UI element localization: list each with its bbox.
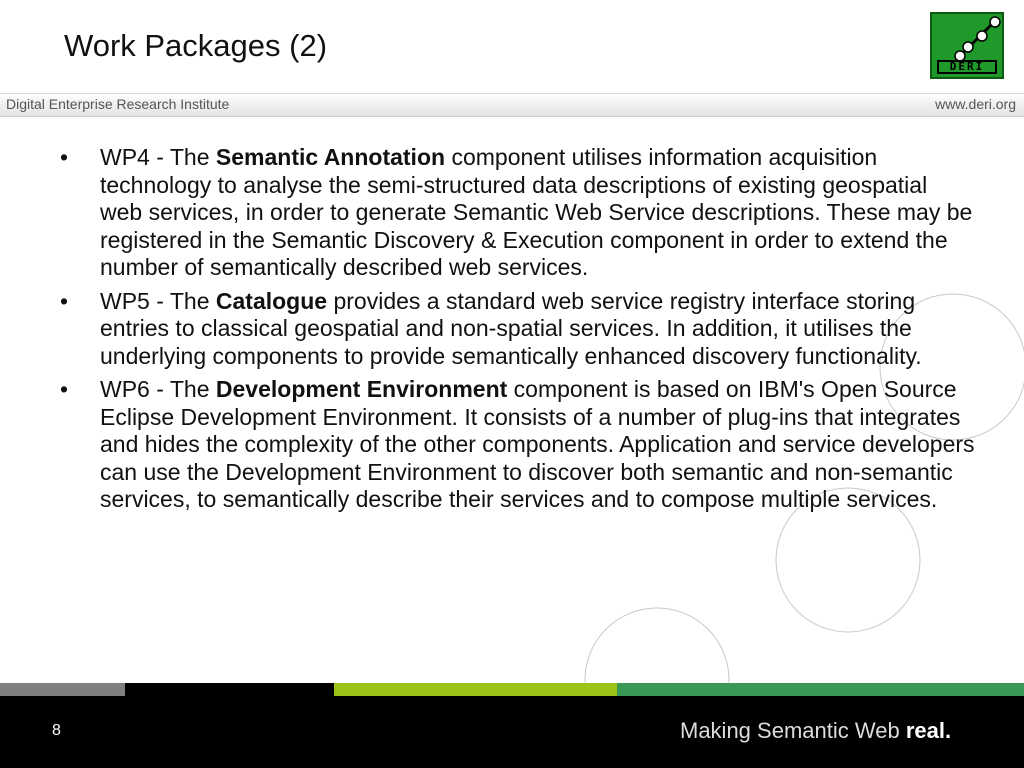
bullet-icon: • — [60, 144, 69, 170]
institute-url: www.deri.org — [935, 96, 1016, 112]
bullet-bold-term: Development Environment — [215, 376, 508, 402]
deri-logo — [930, 12, 1004, 79]
bullet-item-wp5 — [60, 288, 975, 371]
deri-logo-text: DERI — [937, 60, 997, 74]
tagline-bold: real. — [905, 718, 952, 743]
footer-stripe-lime — [334, 683, 617, 696]
bullet-list — [60, 144, 975, 520]
bullet-prefix: WP6 - The — [100, 376, 216, 402]
bullet-item-wp4 — [60, 144, 975, 282]
bullet-bold-term: Catalogue — [215, 287, 328, 314]
institute-name: Digital Enterprise Research Institute — [6, 96, 230, 112]
footer-stripe-black — [125, 683, 334, 696]
slide-title: Work Packages (2) — [64, 28, 328, 63]
page-number: 8 — [52, 722, 61, 739]
footer-stripe-gray — [0, 683, 125, 696]
footer-tagline — [680, 718, 951, 744]
bullet-text: component is based on IBM's Open Source Eclipse Development Environment. It consists of a number of plug-ins that integrates and hides the complexity of the other components. Application and service developers can use the Development Environment to discover both semantic and non-semantic services, to semantically describe their services and to compose multiple services. — [100, 376, 975, 512]
footer-stripe-green — [617, 683, 1024, 696]
tagline-regular: Making Semantic Web — [680, 718, 906, 743]
bullet-text: component utilises information acquisition technology to analyse the semi-structured data descriptions of existing geospatial web services, in order to generate Semantic Web Service descriptions. These may be registered in the Semantic Discovery & Execution component in order to extend the number of semantically described web services. — [100, 144, 973, 280]
bullet-icon: • — [60, 287, 69, 314]
footer-bar — [0, 696, 1024, 768]
bullet-prefix: WP5 - The — [100, 287, 216, 314]
institute-bar — [0, 93, 1024, 117]
bullet-item-wp6 — [60, 376, 975, 514]
bullet-bold-term: Semantic Annotation — [215, 144, 446, 170]
bullet-text: provides a standard web service registry interface storing entries to classical geospatial and non-spatial services. In addition, it utilises the underlying components to provide semantically enhanced discovery functionality. — [100, 287, 922, 369]
bullet-icon: • — [60, 376, 69, 402]
bullet-prefix: WP4 - The — [100, 144, 216, 170]
